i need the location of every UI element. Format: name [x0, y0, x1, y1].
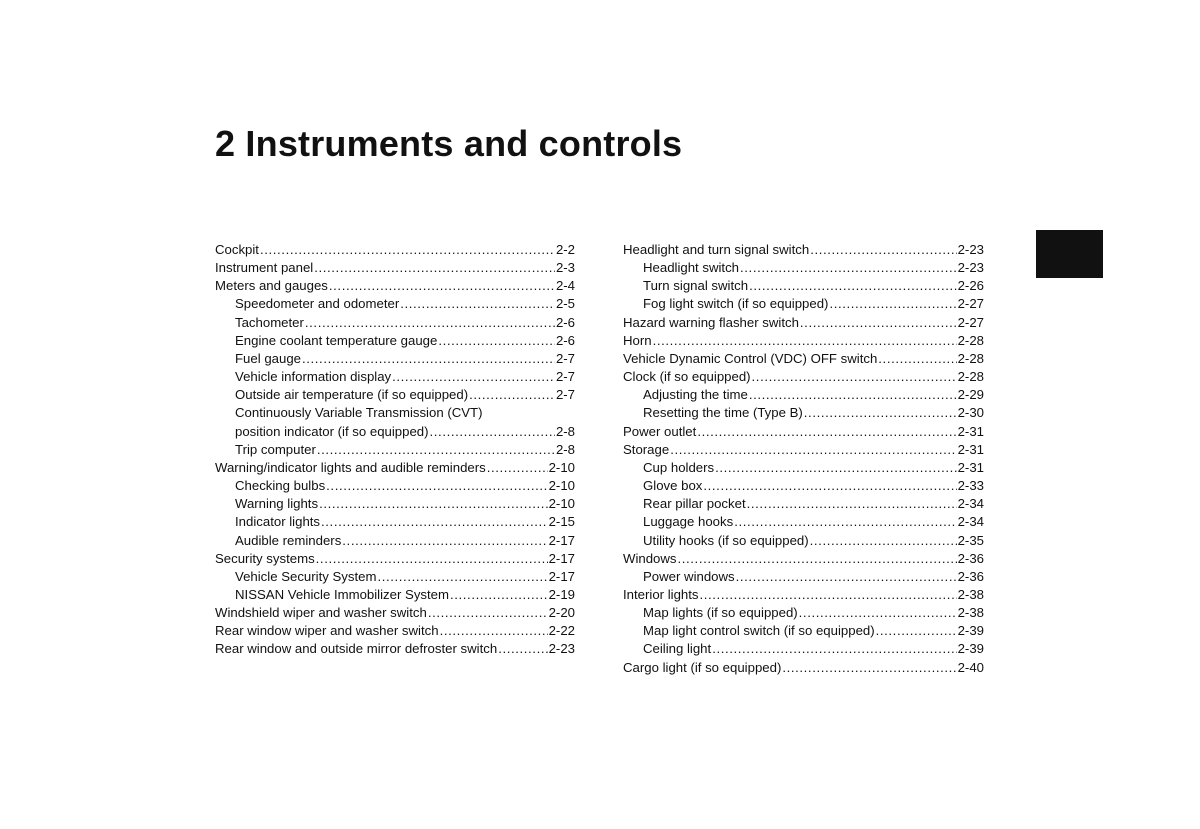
toc-entry-title: Turn signal switch: [643, 278, 749, 294]
toc-subentry[interactable]: [215, 350, 575, 368]
toc-entry-title: Adjusting the time: [643, 387, 748, 403]
toc-entry-title: Security systems: [215, 550, 315, 566]
toc-entry[interactable]: [623, 332, 984, 350]
toc-entry[interactable]: [215, 550, 575, 568]
toc-page-number: 2-34: [957, 496, 984, 512]
toc-entry-title: Ceiling light: [643, 641, 712, 657]
toc-dot-leader: [487, 459, 548, 477]
toc-column-left: [215, 241, 575, 659]
toc-page-number: 2-35: [957, 532, 984, 548]
toc-entry-title: Fog light switch (if so equipped): [643, 296, 829, 312]
toc-dot-leader: [736, 568, 957, 586]
toc-dot-leader: [400, 295, 555, 313]
toc-dot-leader: [878, 350, 956, 368]
toc-entry-title: Power windows: [643, 568, 735, 584]
toc-subentry[interactable]: [215, 386, 575, 404]
toc-subentry[interactable]: [215, 368, 575, 386]
toc-subentry[interactable]: [623, 295, 984, 313]
toc-subentry[interactable]: [623, 604, 984, 622]
toc-entry[interactable]: [623, 659, 984, 677]
toc-page-number: 2-7: [555, 369, 575, 385]
toc-subentry[interactable]: [215, 568, 575, 586]
toc-subentry[interactable]: [215, 404, 575, 422]
toc-dot-leader: [799, 604, 957, 622]
toc-entry-title: Checking bulbs: [235, 478, 326, 494]
toc-dot-leader: [829, 295, 956, 313]
toc-entry-title: Resetting the time (Type B): [643, 405, 803, 421]
toc-entry-title: Speedometer and odometer: [235, 296, 400, 312]
toc-subentry[interactable]: [215, 423, 575, 441]
toc-dot-leader: [700, 586, 957, 604]
toc-dot-leader: [810, 532, 957, 550]
toc-subentry[interactable]: [215, 441, 575, 459]
toc-subentry[interactable]: [215, 295, 575, 313]
toc-page-number: 2-22: [548, 623, 575, 639]
toc-dot-leader: [715, 459, 956, 477]
toc-entry-title: Warning lights: [235, 496, 319, 512]
toc-page-number: 2-33: [957, 478, 984, 494]
toc-dot-leader: [260, 241, 555, 259]
toc-page-number: 2-5: [555, 296, 575, 312]
toc-entry-title: Vehicle information display: [235, 369, 392, 385]
toc-dot-leader: [703, 477, 956, 495]
toc-entry-title: Fuel gauge: [235, 350, 301, 366]
toc-entry-title: NISSAN Vehicle Immobilizer System: [235, 586, 449, 602]
toc-subentry[interactable]: [623, 477, 984, 495]
toc-subentry[interactable]: [623, 459, 984, 477]
toc-subentry[interactable]: [215, 332, 575, 350]
toc-column-right: [623, 241, 984, 677]
toc-page-number: 2-39: [957, 641, 984, 657]
toc-dot-leader: [678, 550, 957, 568]
toc-entry-title: Windshield wiper and washer switch: [215, 605, 427, 621]
toc-subentry[interactable]: [215, 477, 575, 495]
toc-entry-title: Windows: [623, 550, 677, 566]
toc-entry-title: Instrument panel: [215, 260, 314, 276]
toc-page-number: 2-10: [548, 459, 575, 475]
toc-dot-leader: [302, 350, 555, 368]
toc-dot-leader: [377, 568, 547, 586]
toc-subentry[interactable]: [215, 495, 575, 513]
toc-subentry[interactable]: [623, 513, 984, 531]
toc-page-number: 2-29: [957, 387, 984, 403]
toc-entry[interactable]: [623, 314, 984, 332]
toc-dot-leader: [712, 640, 956, 658]
toc-dot-leader: [697, 423, 956, 441]
toc-entry-title: Rear window and outside mirror defroster switch: [215, 641, 498, 657]
toc-entry-title: Cup holders: [643, 459, 715, 475]
toc-page-number: 2-31: [957, 441, 984, 457]
toc-page-number: 2-7: [555, 387, 575, 403]
toc-entry-title: Headlight switch: [643, 260, 740, 276]
toc-entry[interactable]: [623, 241, 984, 259]
toc-dot-leader: [749, 277, 957, 295]
toc-page-number: 2-27: [957, 296, 984, 312]
toc-entry[interactable]: [215, 622, 575, 640]
toc-dot-leader: [319, 495, 548, 513]
toc-entry-title: Meters and gauges: [215, 278, 328, 294]
toc-page-number: 2-3: [555, 260, 575, 276]
chapter-title: 2 Instruments and controls: [215, 123, 683, 164]
toc-dot-leader: [800, 314, 957, 332]
chapter-thumb-tab: [1036, 230, 1103, 278]
toc-entry-title: Indicator lights: [235, 514, 321, 530]
toc-page-number: 2-31: [957, 423, 984, 439]
toc-dot-leader: [734, 513, 956, 531]
toc-page-number: 2-28: [957, 350, 984, 366]
toc-dot-leader: [438, 332, 555, 350]
toc-page-number: 2-39: [957, 623, 984, 639]
toc-entry-title: Map lights (if so equipped): [643, 605, 798, 621]
toc-dot-leader: [752, 368, 957, 386]
toc-subentry[interactable]: [215, 586, 575, 604]
toc-entry-title: Warning/indicator lights and audible reminders: [215, 459, 486, 475]
toc-dot-leader: [326, 477, 547, 495]
toc-entry-title: Trip computer: [235, 441, 316, 457]
toc-entry[interactable]: [215, 277, 575, 295]
toc-dot-leader: [450, 586, 548, 604]
toc-entry-title: Continuously Variable Transmission (CVT): [235, 405, 483, 421]
toc-dot-leader: [498, 640, 547, 658]
toc-page-number: 2-30: [957, 405, 984, 421]
toc-dot-leader: [428, 604, 548, 622]
toc-page-number: 2-23: [548, 641, 575, 657]
toc-entry-title: Headlight and turn signal switch: [623, 242, 810, 257]
toc-dot-leader: [316, 550, 548, 568]
toc-page-number: 2-6: [555, 332, 575, 348]
toc-entry-title: Hazard warning flasher switch: [623, 314, 799, 330]
toc-entry-title: Vehicle Security System: [235, 568, 377, 584]
toc-entry-title: Storage: [623, 441, 670, 457]
toc-page-number: 2-10: [548, 478, 575, 494]
toc-page-number: 2-23: [957, 260, 984, 276]
toc-dot-leader: [670, 441, 956, 459]
toc-entry[interactable]: [623, 350, 984, 368]
toc-page-number: 2-31: [957, 459, 984, 475]
toc-dot-leader: [440, 622, 548, 640]
toc-entry[interactable]: [215, 640, 575, 658]
toc-entry-title: Vehicle Dynamic Control (VDC) OFF switch: [623, 350, 878, 366]
toc-page-number: 2-10: [548, 496, 575, 512]
toc-entry-title: Tachometer: [235, 314, 304, 330]
toc-subentry[interactable]: [623, 277, 984, 295]
toc-subentry[interactable]: [623, 532, 984, 550]
toc-entry[interactable]: [623, 368, 984, 386]
toc-entry[interactable]: [623, 441, 984, 459]
toc-entry[interactable]: [623, 550, 984, 568]
toc-entry[interactable]: [215, 259, 575, 277]
toc-entry-title: Outside air temperature (if so equipped): [235, 387, 469, 403]
toc-subentry[interactable]: [623, 568, 984, 586]
toc-page-number: 2-20: [548, 605, 575, 621]
toc-subentry[interactable]: [215, 532, 575, 550]
toc-dot-leader: [653, 332, 957, 350]
toc-entry-title: Map light control switch (if so equipped): [643, 623, 875, 639]
toc-page-number: 2-17: [548, 550, 575, 566]
toc-dot-leader: [747, 495, 957, 513]
toc-subentry[interactable]: [623, 495, 984, 513]
toc-entry-title: Horn: [623, 332, 652, 348]
toc-page-number: 2-23: [957, 242, 984, 257]
toc-subentry[interactable]: [623, 640, 984, 658]
toc-page-number: 2-38: [957, 586, 984, 602]
toc-entry[interactable]: [623, 423, 984, 441]
toc-dot-leader: [392, 368, 555, 386]
toc-page-number: 2-38: [957, 605, 984, 621]
toc-dot-leader: [430, 423, 555, 441]
toc-dot-leader: [810, 241, 956, 259]
toc-entry[interactable]: [215, 241, 575, 259]
toc-page-number: 2-34: [957, 514, 984, 530]
toc-dot-leader: [305, 314, 555, 332]
toc-entry-title: Engine coolant temperature gauge: [235, 332, 438, 348]
toc-entry[interactable]: [215, 604, 575, 622]
toc-entry-title: Audible reminders: [235, 532, 342, 548]
toc-page-number: 2-17: [548, 568, 575, 584]
toc-page-number: 2-8: [555, 423, 575, 439]
toc-entry-title: Cockpit: [215, 242, 259, 257]
toc-entry-title: Luggage hooks: [643, 514, 734, 530]
toc-page-number: 2-36: [957, 550, 984, 566]
toc-page-number: 2-19: [548, 586, 575, 602]
toc-dot-leader: [876, 622, 957, 640]
toc-subentry[interactable]: [623, 622, 984, 640]
toc-page-number: 2-28: [957, 369, 984, 385]
toc-entry-title: Interior lights: [623, 586, 699, 602]
toc-page-number: 2-26: [957, 278, 984, 294]
toc-dot-leader: [317, 441, 555, 459]
toc-dot-leader: [314, 259, 555, 277]
toc-dot-leader: [804, 404, 957, 422]
toc-subentry[interactable]: [623, 386, 984, 404]
toc-page-number: 2-28: [957, 332, 984, 348]
toc-page-number: 2-4: [555, 278, 575, 294]
toc-dot-leader: [469, 386, 555, 404]
toc-subentry[interactable]: [623, 259, 984, 277]
toc-entry-title: Clock (if so equipped): [623, 369, 751, 385]
toc-dot-leader: [749, 386, 957, 404]
toc-page-number: 2-27: [957, 314, 984, 330]
toc-page-number: 2-6: [555, 314, 575, 330]
toc-entry[interactable]: [623, 586, 984, 604]
toc-page-number: 2-40: [957, 659, 984, 675]
toc-entry-title: Cargo light (if so equipped): [623, 659, 782, 675]
toc-dot-leader: [342, 532, 547, 550]
toc-subentry[interactable]: [623, 404, 984, 422]
toc-page-number: 2-8: [555, 441, 575, 457]
toc-dot-leader: [782, 659, 956, 677]
toc-subentry[interactable]: [215, 513, 575, 531]
toc-page-number: 2-7: [555, 350, 575, 366]
toc-entry-title: Power outlet: [623, 423, 697, 439]
toc-entry[interactable]: [215, 459, 575, 477]
toc-page-number: 2-2: [555, 242, 575, 257]
toc-entry-title: position indicator (if so equipped): [235, 423, 429, 439]
toc-entry-title: Rear window wiper and washer switch: [215, 623, 439, 639]
toc-dot-leader: [321, 513, 548, 531]
toc-subentry[interactable]: [215, 314, 575, 332]
toc-entry-title: Glove box: [643, 478, 703, 494]
toc-dot-leader: [740, 259, 957, 277]
toc-page-number: 2-36: [957, 568, 984, 584]
toc-dot-leader: [329, 277, 555, 295]
toc-entry-title: Rear pillar pocket: [643, 496, 746, 512]
toc-page-number: 2-17: [548, 532, 575, 548]
toc-entry-title: Utility hooks (if so equipped): [643, 532, 809, 548]
toc-page-number: 2-15: [548, 514, 575, 530]
